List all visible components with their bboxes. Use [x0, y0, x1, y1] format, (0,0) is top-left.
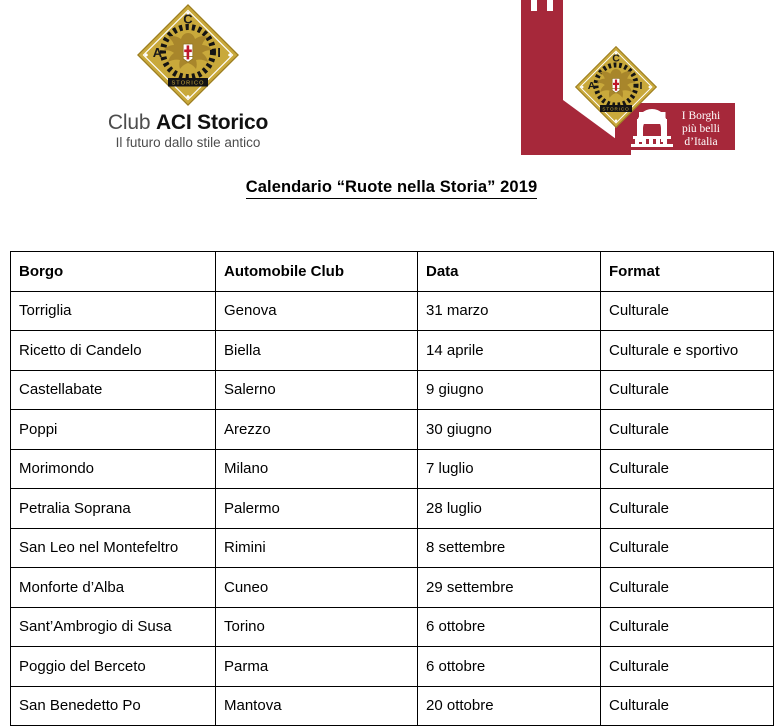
calendar-table	[10, 251, 774, 726]
cell-data: 28 luglio	[418, 489, 601, 529]
cell-format: Culturale	[601, 449, 774, 489]
cell-borgo: Torriglia	[11, 291, 216, 331]
column-header-automobile-club: Automobile Club	[216, 252, 418, 292]
table-row	[11, 291, 774, 331]
aci-emblem-caption: STORICO	[171, 80, 205, 87]
aci-emblem-letter-c-right: C	[612, 52, 620, 65]
cell-format: Culturale	[601, 528, 774, 568]
aci-emblem-letter-a-right: A	[587, 80, 596, 92]
cell-data: 29 settembre	[418, 568, 601, 608]
table-row	[11, 568, 774, 608]
borghi-piu-belli-ditalia-logo	[515, 0, 735, 155]
cell-data: 30 giugno	[418, 410, 601, 450]
borghi-badge-line-1: I Borghi	[681, 110, 721, 122]
cell-format: Culturale	[601, 370, 774, 410]
cell-club: Palermo	[216, 489, 418, 529]
aci-storico-emblem-icon	[135, 2, 241, 108]
cell-club: Salerno	[216, 370, 418, 410]
cell-format: Culturale	[601, 607, 774, 647]
cell-format: Culturale	[601, 410, 774, 450]
table-row	[11, 370, 774, 410]
borghi-badge-line-2: più belli	[681, 123, 721, 135]
aci-emblem-letter-i-right: I	[639, 80, 643, 92]
cell-borgo: Petralia Soprana	[11, 489, 216, 529]
club-aci-storico-logo	[88, 2, 288, 150]
cell-club: Mantova	[216, 686, 418, 726]
cell-club: Torino	[216, 607, 418, 647]
cell-borgo: Castellabate	[11, 370, 216, 410]
page-title: Calendario “Ruote nella Storia” 2019	[246, 178, 538, 199]
cell-club: Parma	[216, 647, 418, 687]
calendar-table-container	[10, 251, 773, 726]
table-row	[11, 607, 774, 647]
table-row	[11, 686, 774, 726]
cell-format: Culturale	[601, 568, 774, 608]
page-title-row	[0, 178, 783, 199]
table-row	[11, 449, 774, 489]
cell-club: Biella	[216, 331, 418, 371]
aci-emblem-caption-right: STORICO	[602, 106, 630, 112]
table-row	[11, 489, 774, 529]
cell-borgo: Morimondo	[11, 449, 216, 489]
cell-format: Culturale	[601, 686, 774, 726]
table-row	[11, 410, 774, 450]
aci-emblem-letter-c: C	[183, 11, 193, 27]
aci-wordmark	[88, 111, 288, 134]
calendar-table-body	[11, 291, 774, 726]
cell-data: 7 luglio	[418, 449, 601, 489]
cell-data: 14 aprile	[418, 331, 601, 371]
column-header-data: Data	[418, 252, 601, 292]
aci-emblem-letter-a: A	[152, 45, 163, 60]
cell-club: Milano	[216, 449, 418, 489]
cell-borgo: Poppi	[11, 410, 216, 450]
cell-format: Culturale e sportivo	[601, 331, 774, 371]
cell-data: 9 giugno	[418, 370, 601, 410]
cell-format: Culturale	[601, 647, 774, 687]
cell-borgo: Monforte d’Alba	[11, 568, 216, 608]
borghi-badge-line-3: d’Italia	[684, 136, 718, 148]
cell-data: 6 ottobre	[418, 607, 601, 647]
table-row	[11, 528, 774, 568]
cell-club: Rimini	[216, 528, 418, 568]
cell-borgo: San Benedetto Po	[11, 686, 216, 726]
header-logo-band	[0, 0, 783, 165]
cell-club: Arezzo	[216, 410, 418, 450]
cell-borgo: Ricetto di Candelo	[11, 331, 216, 371]
cell-borgo: Sant’Ambrogio di Susa	[11, 607, 216, 647]
cell-format: Culturale	[601, 291, 774, 331]
cell-data: 31 marzo	[418, 291, 601, 331]
cell-club: Genova	[216, 291, 418, 331]
aci-emblem-letter-i: I	[217, 45, 221, 60]
cell-club: Cuneo	[216, 568, 418, 608]
aci-wordmark-club: Club	[107, 111, 151, 134]
table-row	[11, 331, 774, 371]
cell-borgo: San Leo nel Montefeltro	[11, 528, 216, 568]
cell-data: 6 ottobre	[418, 647, 601, 687]
aci-wordmark-aci-storico: ACI Storico	[155, 111, 269, 134]
column-header-borgo: Borgo	[11, 252, 216, 292]
table-header-row	[11, 252, 774, 292]
column-header-format: Format	[601, 252, 774, 292]
cell-borgo: Poggio del Berceto	[11, 647, 216, 687]
cell-format: Culturale	[601, 489, 774, 529]
table-row	[11, 647, 774, 687]
cell-data: 20 ottobre	[418, 686, 601, 726]
aci-tagline: Il futuro dallo stile antico	[115, 135, 261, 151]
cell-data: 8 settembre	[418, 528, 601, 568]
